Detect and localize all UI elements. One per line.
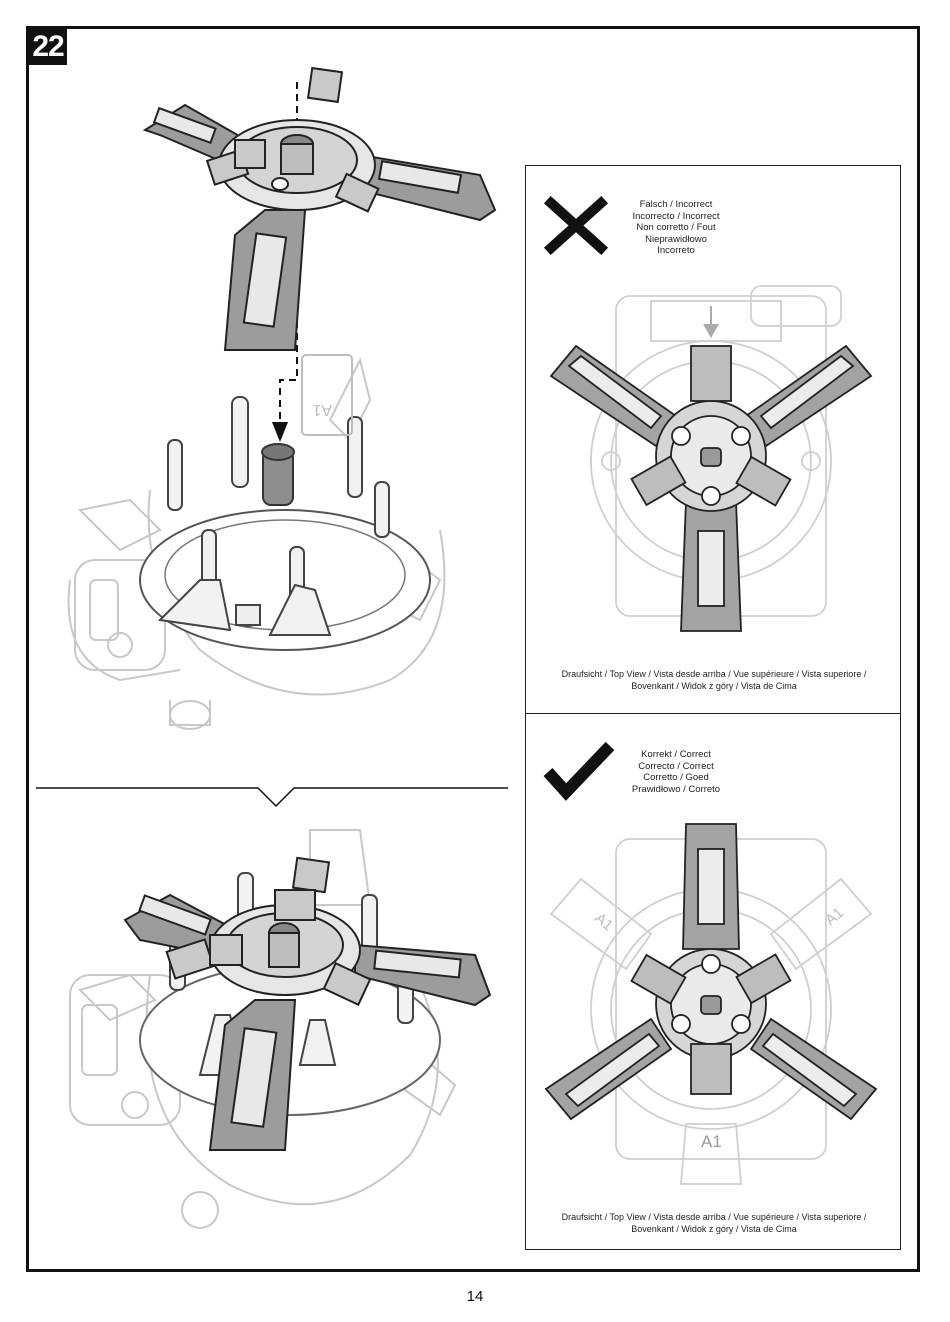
- incorrect-caption: Draufsicht / Top View / Vista desde arriba / Vue supérieure / Vista superiore / Bovenkant / Widok z góry / Vista de Cima: [561, 669, 867, 691]
- exploded-assembly-illustration: [60, 60, 520, 760]
- correct-title: Korrekt / Correct Correcto / Correct Corretto / Goed Prawidłowo / Correto: [631, 749, 721, 795]
- correct-top-view-diagram: [541, 824, 887, 1184]
- section-divider: [36, 785, 508, 815]
- correct-orientation-panel: [525, 713, 901, 1250]
- correct-caption: Draufsicht / Top View / Vista desde arriba / Vue supérieure / Vista superiore / Bovenkant / Widok z góry / Vista de Cima: [561, 1212, 867, 1234]
- a1-label: A1: [312, 401, 332, 418]
- step-number-badge: 22: [29, 29, 67, 65]
- a1-label-bottom: A1: [701, 1132, 722, 1151]
- a1-label-left: A1: [591, 909, 617, 935]
- a1-label-right: A1: [822, 904, 848, 930]
- page-number: 14: [466, 1288, 484, 1305]
- incorrect-title: Falsch / Incorrect Incorrecto / Incorrect Non corretto / Fout Nieprawidłowo Incorreto: [632, 199, 720, 256]
- cross-mark-icon: [546, 198, 606, 253]
- incorrect-orientation-panel: [525, 165, 901, 715]
- assembled-illustration: [60, 825, 520, 1245]
- check-mark-icon: [544, 742, 614, 798]
- incorrect-top-view-diagram: [541, 286, 887, 646]
